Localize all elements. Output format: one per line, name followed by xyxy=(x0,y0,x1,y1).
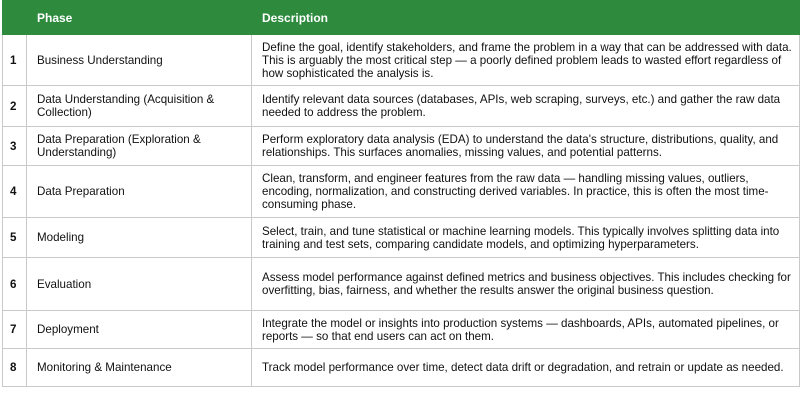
table-row xyxy=(3,127,800,166)
table-header-row xyxy=(3,1,800,35)
row-phase: Deployment xyxy=(27,311,252,349)
row-number: 8 xyxy=(3,349,27,387)
table-row xyxy=(3,218,800,258)
table-row xyxy=(3,166,800,218)
row-number: 5 xyxy=(3,218,27,258)
header-description: Description xyxy=(252,1,800,35)
table-row xyxy=(3,349,800,387)
row-description: Track model performance over time, detect data drift or degradation, and retrain or update as needed. xyxy=(252,349,800,387)
table-row xyxy=(3,86,800,127)
row-phase: Data Preparation (Exploration & Understanding) xyxy=(27,127,252,166)
header-num xyxy=(3,1,27,35)
row-number: 1 xyxy=(3,35,27,86)
row-description: Select, train, and tune statistical or machine learning models. This typically involves splitting data into training and test sets, comparing candidate models, and optimizing hyperparameters. xyxy=(252,218,800,258)
row-phase: Business Understanding xyxy=(27,35,252,86)
row-description: Clean, transform, and engineer features from the raw data — handling missing values, outliers, encoding, normalization, and constructing derived variables. In practice, this is often the most time-consuming phase. xyxy=(252,166,800,218)
row-description: Define the goal, identify stakeholders, and frame the problem in a way that can be addressed with data. This is arguably the most critical step — a poorly defined problem leads to wasted effort regardless of how sophisticated the analysis is. xyxy=(252,35,800,86)
row-phase: Data Understanding (Acquisition & Collection) xyxy=(27,86,252,127)
row-number: 7 xyxy=(3,311,27,349)
row-phase: Data Preparation xyxy=(27,166,252,218)
header-phase: Phase xyxy=(27,1,252,35)
table-row xyxy=(3,35,800,86)
table-row xyxy=(3,311,800,349)
row-description: Assess model performance against defined metrics and business objectives. This includes checking for overfitting, bias, fairness, and whether the results answer the original business question. xyxy=(252,258,800,311)
row-phase: Evaluation xyxy=(27,258,252,311)
row-description: Identify relevant data sources (databases, APIs, web scraping, surveys, etc.) and gather the raw data needed to address the problem. xyxy=(252,86,800,127)
phases-table xyxy=(2,0,800,387)
row-phase: Modeling xyxy=(27,218,252,258)
row-number: 3 xyxy=(3,127,27,166)
row-number: 4 xyxy=(3,166,27,218)
row-description: Integrate the model or insights into production systems — dashboards, APIs, automated pipelines, or reports — so that end users can act on them. xyxy=(252,311,800,349)
row-number: 6 xyxy=(3,258,27,311)
row-description: Perform exploratory data analysis (EDA) to understand the data's structure, distributions, quality, and relationships. This surfaces anomalies, missing values, and potential patterns. xyxy=(252,127,800,166)
table-row xyxy=(3,258,800,311)
row-number: 2 xyxy=(3,86,27,127)
row-phase: Monitoring & Maintenance xyxy=(27,349,252,387)
